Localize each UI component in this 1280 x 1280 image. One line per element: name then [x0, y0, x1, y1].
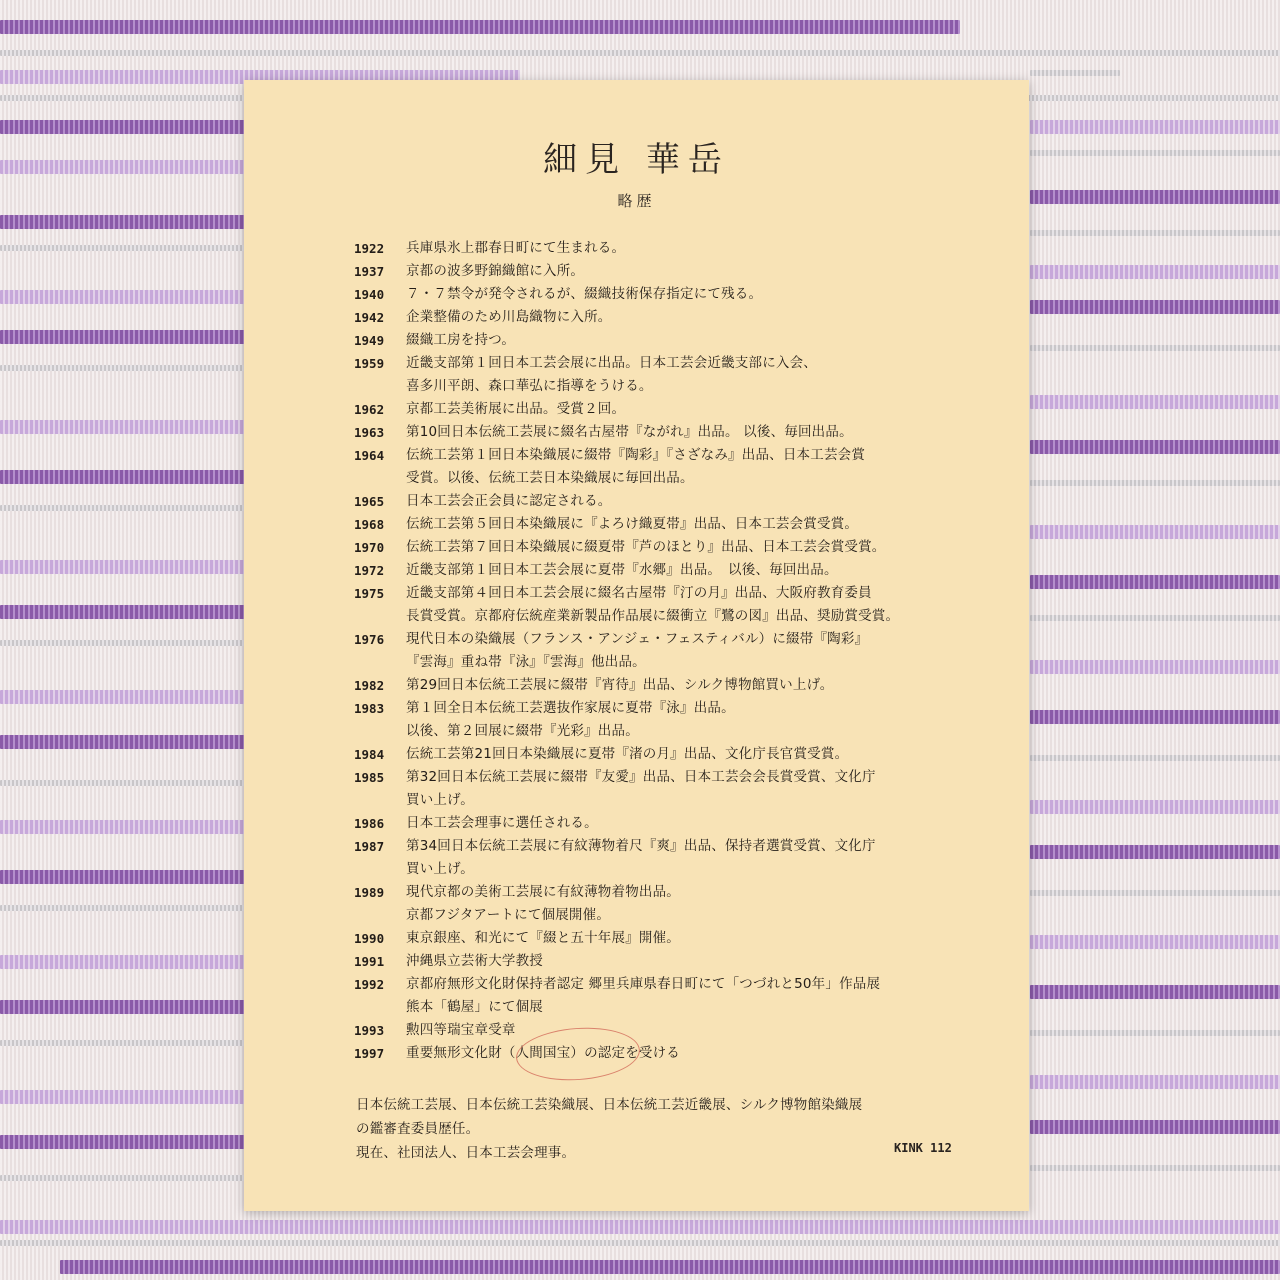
entry-line: 綴織工房を持つ。	[406, 332, 516, 348]
entry-year: 1997	[354, 1046, 385, 1061]
fabric-stripe	[1030, 440, 1280, 454]
fabric-stripe	[0, 955, 250, 969]
fabric-stripe	[1030, 265, 1280, 279]
fabric-stripe	[0, 905, 250, 911]
entry-year: 1975	[354, 586, 385, 601]
entry-text	[406, 559, 994, 582]
entry-year: 1959	[354, 356, 385, 371]
entry-text	[406, 283, 994, 306]
entry-line: 現代京都の美術工芸展に有紋薄物着物出品。	[406, 884, 680, 900]
fabric-stripe	[1030, 1030, 1280, 1036]
biography-entry	[354, 444, 994, 490]
fabric-stripe	[1030, 615, 1280, 621]
biography-entry	[354, 490, 994, 513]
entry-year: 1937	[354, 264, 385, 279]
entry-year: 1984	[354, 747, 385, 762]
fabric-stripe	[1030, 480, 1280, 486]
fabric-stripe	[1030, 300, 1280, 314]
entry-year: 1993	[354, 1023, 385, 1038]
entry-line: 第１回全日本伝統工芸選抜作家展に夏帯『泳』出品。	[406, 700, 735, 716]
biography-entry	[354, 329, 994, 352]
fabric-stripe	[1030, 230, 1280, 236]
fabric-stripe	[0, 330, 250, 344]
entry-year: 1963	[354, 425, 385, 440]
fabric-stripe	[1030, 1165, 1280, 1171]
fabric-stripe	[0, 365, 250, 371]
footer-line: 日本伝統工芸展、日本伝統工芸染織展、日本伝統工芸近畿展、シルク博物館染織展	[356, 1097, 863, 1113]
entry-text	[406, 237, 994, 260]
entry-text	[406, 421, 994, 444]
entry-line: 長賞受賞。京都府伝統産業新製品作品展に綴衝立『鷺の図』出品、奨励賞受賞。	[406, 608, 900, 624]
fabric-stripe	[0, 780, 250, 786]
entry-year: 1986	[354, 816, 385, 831]
entry-year: 1992	[354, 977, 385, 992]
entry-text	[406, 927, 994, 950]
entry-line: 京都の波多野錦織館に入所。	[406, 263, 585, 279]
biography-entry	[354, 812, 994, 835]
fabric-stripe	[1030, 395, 1280, 409]
entry-line: 近畿支部第１回日本工芸会展に出品。日本工芸会近畿支部に入会、	[406, 355, 817, 371]
entry-year: 1985	[354, 770, 385, 785]
entry-line: 第29回日本伝統工芸展に綴帯『宵待』出品、シルク博物館買い上げ。	[406, 677, 834, 693]
fabric-stripe	[1030, 70, 1120, 76]
entry-year: 1964	[354, 448, 385, 463]
entry-line: 東京銀座、和光にて『綴と五十年展』開催。	[406, 930, 680, 946]
biography-entry	[354, 237, 994, 260]
entry-year: 1949	[354, 333, 385, 348]
entry-line: 現代日本の染織展（フランス・アンジェ・フェスティバル）に綴帯『陶彩』	[406, 631, 869, 647]
entry-line: 買い上げ。	[406, 861, 474, 877]
entry-year: 1976	[354, 632, 385, 647]
fabric-stripe	[0, 1090, 250, 1104]
biography-entry	[354, 582, 994, 628]
footer-line: の鑑審査委員歴任。	[356, 1121, 480, 1137]
entry-text	[406, 306, 994, 329]
fabric-stripe	[0, 870, 250, 884]
biography-entry	[354, 1042, 994, 1065]
entry-text	[406, 1042, 994, 1065]
entry-line: 第10回日本伝統工芸展に綴名古屋帯『ながれ』出品。 以後、毎回出品。	[406, 424, 853, 440]
entry-line: 重要無形文化財（人間国宝）の認定を受ける	[406, 1045, 680, 1061]
fabric-stripe	[0, 1040, 250, 1046]
fabric-stripe	[1030, 935, 1280, 949]
entry-line: ７・７禁令が発令されるが、綴織技術保存指定にて残る。	[406, 286, 763, 302]
entry-line: 喜多川平朗、森口華弘に指導をうける。	[406, 378, 653, 394]
fabric-stripe	[1030, 525, 1280, 539]
entry-year: 1989	[354, 885, 385, 900]
fabric-stripe	[0, 690, 250, 704]
entry-line: 兵庫県氷上郡春日町にて生まれる。	[406, 240, 626, 256]
fabric-stripe	[1030, 845, 1280, 859]
fabric-stripe	[0, 1135, 250, 1149]
fabric-stripe	[1030, 800, 1280, 814]
entry-year: 1942	[354, 310, 385, 325]
entry-line: 沖縄県立芸術大学教授	[406, 953, 543, 969]
fabric-stripe	[1030, 1075, 1280, 1089]
fabric-stripe	[0, 640, 250, 646]
entry-line: 日本工芸会理事に選任される。	[406, 815, 598, 831]
entry-text	[406, 490, 994, 513]
fabric-stripe	[0, 1175, 250, 1181]
biography-entry	[354, 421, 994, 444]
entry-line: 受賞。以後、伝統工芸日本染織展に毎回出品。	[406, 470, 694, 486]
entry-text	[406, 628, 994, 674]
entry-text	[406, 352, 994, 398]
entry-line: 伝統工芸第５回日本染織展に『よろけ織夏帯』出品、日本工芸会賞受賞。	[406, 516, 859, 532]
biography-entry	[354, 352, 994, 398]
entry-text	[406, 812, 994, 835]
entry-text	[406, 329, 994, 352]
entry-line: 伝統工芸第１回日本染織展に綴帯『陶彩』『さざなみ』出品、日本工芸会賞	[406, 447, 866, 463]
entry-text	[406, 950, 994, 973]
fabric-stripe	[1030, 345, 1280, 351]
biography-entry	[354, 697, 994, 743]
footer-line: 現在、社団法人、日本工芸会理事。	[356, 1145, 576, 1161]
entry-year: 1987	[354, 839, 385, 854]
fabric-stripe	[0, 20, 960, 34]
fabric-stripe	[0, 735, 250, 749]
entry-text	[406, 398, 994, 421]
fabric-stripe	[0, 245, 250, 251]
document-sheet	[244, 80, 1029, 1211]
document-title: 細見 華岳	[543, 140, 730, 180]
entry-line: 京都フジタアートにて個展開催。	[406, 907, 611, 923]
biography-entry	[354, 628, 994, 674]
biography-entry	[354, 743, 994, 766]
entry-year: 1965	[354, 494, 385, 509]
fabric-stripe	[60, 1260, 1280, 1274]
entry-text	[406, 697, 994, 743]
fabric-stripe	[0, 605, 250, 619]
biography-list	[354, 237, 994, 1065]
document-subtitle: 略歴	[617, 192, 656, 210]
fabric-stripe	[1030, 660, 1280, 674]
entry-line: 企業整備のため川島織物に入所。	[406, 309, 612, 325]
fabric-stripe	[0, 290, 250, 304]
entry-year: 1940	[354, 287, 385, 302]
fabric-stripe	[1030, 575, 1280, 589]
biography-entry	[354, 766, 994, 812]
document-code: KINK 112	[894, 1141, 952, 1155]
entry-line: 買い上げ。	[406, 792, 474, 808]
entry-line: 第32回日本伝統工芸展に綴帯『友愛』出品、日本工芸会会長賞受賞、文化庁	[406, 769, 876, 785]
entry-text	[406, 582, 994, 628]
entry-line: 勲四等瑞宝章受章	[406, 1022, 516, 1038]
entry-text	[406, 513, 994, 536]
entry-line: 伝統工芸第21回日本染織展に夏帯『渚の月』出品、文化庁長官賞受賞。	[406, 746, 849, 762]
biography-entry	[354, 536, 994, 559]
fabric-stripe	[0, 420, 250, 434]
fabric-stripe	[1030, 755, 1280, 761]
fabric-stripe	[0, 470, 250, 484]
fabric-stripe	[0, 50, 1280, 56]
entry-text	[406, 835, 994, 881]
fabric-stripe	[1030, 150, 1280, 156]
entry-year: 1970	[354, 540, 385, 555]
fabric-stripe	[0, 1240, 1280, 1246]
fabric-stripe	[1030, 1120, 1280, 1134]
entry-year: 1962	[354, 402, 385, 417]
fabric-stripe	[0, 820, 250, 834]
entry-text	[406, 260, 994, 283]
fabric-stripe	[0, 1220, 1280, 1234]
fabric-stripe	[1030, 120, 1280, 134]
biography-entry	[354, 306, 994, 329]
entry-text	[406, 536, 994, 559]
entry-line: 近畿支部第１回日本工芸会展に夏帯『水郷』出品。 以後、毎回出品。	[406, 562, 838, 578]
biography-entry	[354, 513, 994, 536]
fabric-stripe	[0, 1000, 250, 1014]
entry-text	[406, 444, 994, 490]
biography-entry	[354, 559, 994, 582]
entry-text	[406, 1019, 994, 1042]
fabric-stripe	[0, 560, 250, 574]
entry-line: 『雲海』重ね帯『泳』『雲海』他出品。	[406, 654, 646, 670]
fabric-stripe	[1030, 710, 1280, 724]
entry-year: 1991	[354, 954, 385, 969]
entry-line: 以後、第２回展に綴帯『光彩』出品。	[406, 723, 639, 739]
entry-year: 1990	[354, 931, 385, 946]
biography-entry	[354, 950, 994, 973]
fabric-stripe	[0, 120, 250, 134]
entry-year: 1922	[354, 241, 385, 256]
biography-entry	[354, 1019, 994, 1042]
fabric-stripe	[1030, 890, 1280, 896]
entry-line: 日本工芸会正会員に認定される。	[406, 493, 612, 509]
fabric-stripe	[0, 215, 250, 229]
entry-line: 伝統工芸第７回日本染織展に綴夏帯『芦のほとり』出品、日本工芸会賞受賞。	[406, 539, 886, 555]
biography-entry	[354, 283, 994, 306]
biography-entry	[354, 927, 994, 950]
entry-line: 京都工芸美術展に出品。受賞２回。	[406, 401, 626, 417]
entry-year: 1983	[354, 701, 385, 716]
entry-line: 近畿支部第４回日本工芸会展に綴名古屋帯『汀の月』出品、大阪府教育委員	[406, 585, 872, 601]
biography-entry	[354, 835, 994, 881]
entry-text	[406, 743, 994, 766]
entry-year: 1972	[354, 563, 385, 578]
entry-text	[406, 881, 994, 927]
biography-entry	[354, 674, 994, 697]
entry-line: 熊本「鶴屋」にて個展	[406, 999, 543, 1015]
entry-year: 1982	[354, 678, 385, 693]
fabric-stripe	[0, 160, 250, 174]
biography-entry	[354, 973, 994, 1019]
entry-year: 1968	[354, 517, 385, 532]
entry-text	[406, 766, 994, 812]
biography-entry	[354, 881, 994, 927]
entry-text	[406, 674, 994, 697]
fabric-stripe	[1030, 985, 1280, 999]
entry-text	[406, 973, 994, 1019]
biography-entry	[354, 398, 994, 421]
fabric-stripe	[0, 505, 250, 511]
fabric-stripe	[1030, 190, 1280, 204]
biography-entry	[354, 260, 994, 283]
entry-line: 京都府無形文化財保持者認定 郷里兵庫県春日町にて「つづれと50年」作品展	[406, 976, 881, 992]
entry-line: 第34回日本伝統工芸展に有紋薄物着尺『爽』出品、保持者選賞受賞、文化庁	[406, 838, 876, 854]
